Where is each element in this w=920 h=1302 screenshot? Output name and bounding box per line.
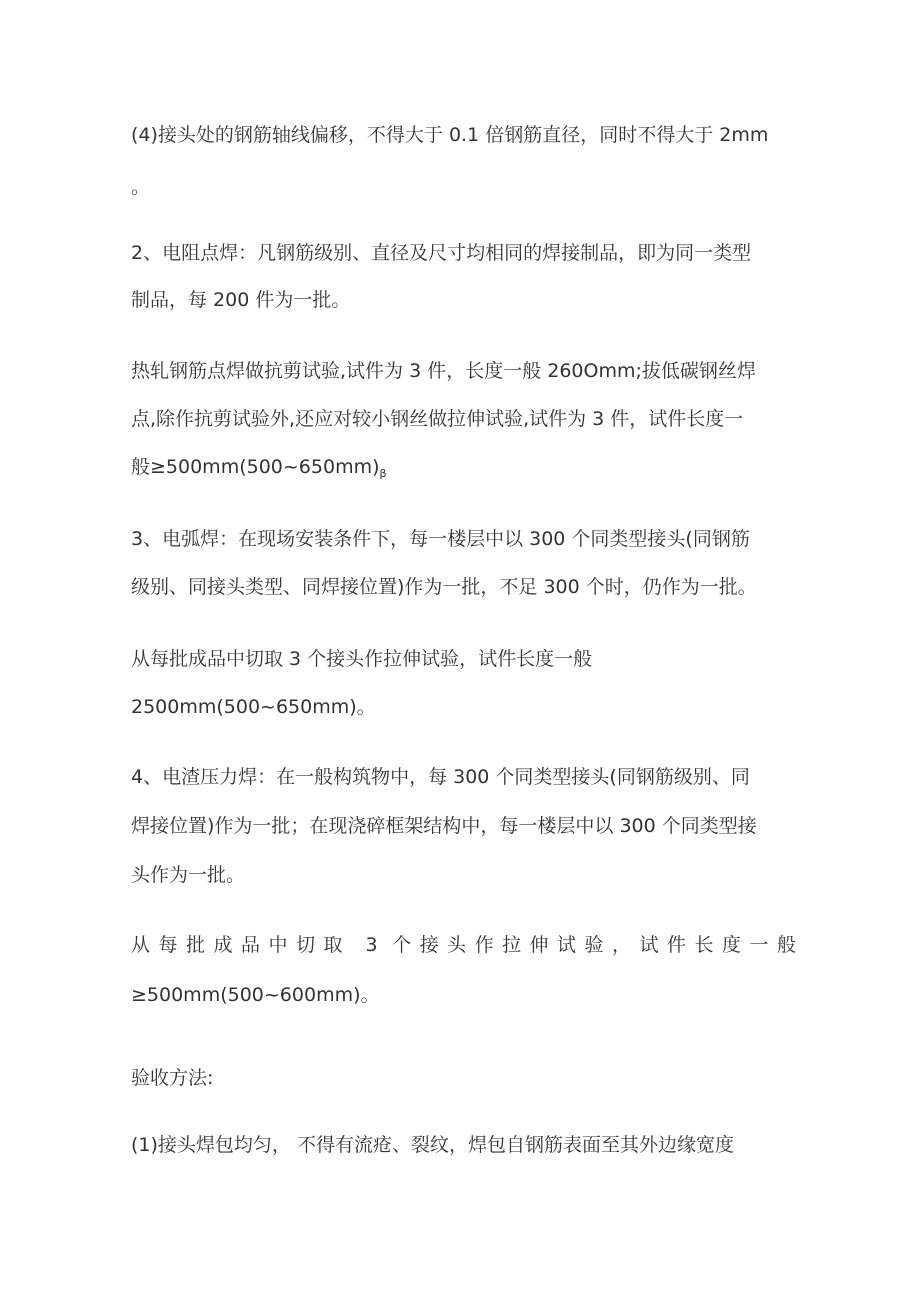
text-line-9: 级别、同接头类型、同焊接位置)作为一批，不足 300 个时，仍作为一批。 <box>131 576 757 598</box>
text-line-1: (4)接头处的钢筋轴线偏移，不得大于 0.1 倍钢筋直径，同时不得大于 2mm <box>131 124 769 146</box>
text-line-18: (1)接头焊包均匀， 不得有流疮、裂纹，焊包自钢筋表面至其外边缘宽度 <box>131 1134 734 1156</box>
text-line-16: ≥500mm(500~600mm)。 <box>131 984 380 1006</box>
text-line-4: 制品，每 200 件为一批。 <box>131 289 351 311</box>
text-line-15: 从每批成品中切取 3 个接头作拉伸试验，试件长度一般 <box>131 934 796 956</box>
text-line-12: 4、电渣压力焊：在一般构筑物中，每 300 个同类型接头(同钢筋级别、同 <box>131 766 750 788</box>
subscript-beta: β <box>379 467 387 480</box>
text-line-10: 从每批成品中切取 3 个接头作拉伸试验，试件长度一般 <box>131 648 593 670</box>
text-line-11: 2500mm(500~650mm)。 <box>131 696 376 718</box>
text-line-8: 3、电弧焊：在现场安装条件下，每一楼层中以 300 个同类型接头(同钢筋 <box>131 528 750 550</box>
text-line-6: 点,除作抗剪试验外,还应对较小钢丝做拉伸试验,试件为 3 件，试件长度一 <box>131 408 744 430</box>
text-line-13: 焊接位置)作为一批；在现浇碎框架结构中，每一楼层中以 300 个同类型接 <box>131 815 757 837</box>
text-line-2: 。 <box>131 176 151 198</box>
text-line-7-main: 般≥500mm(500~650mm) <box>131 456 380 478</box>
text-line-3: 2、电阻点焊：凡钢筋级别、直径及尺寸均相同的焊接制品，即为同一类型 <box>131 242 752 264</box>
text-line-5: 热轧钢筋点焊做抗剪试验,试件为 3 件，长度一般 260Omm;拔低碳钢丝焊 <box>131 360 756 382</box>
section-heading: 验收方法: <box>131 1067 214 1089</box>
text-line-7 <box>131 454 796 480</box>
text-line-14: 头作为一批。 <box>131 864 246 886</box>
